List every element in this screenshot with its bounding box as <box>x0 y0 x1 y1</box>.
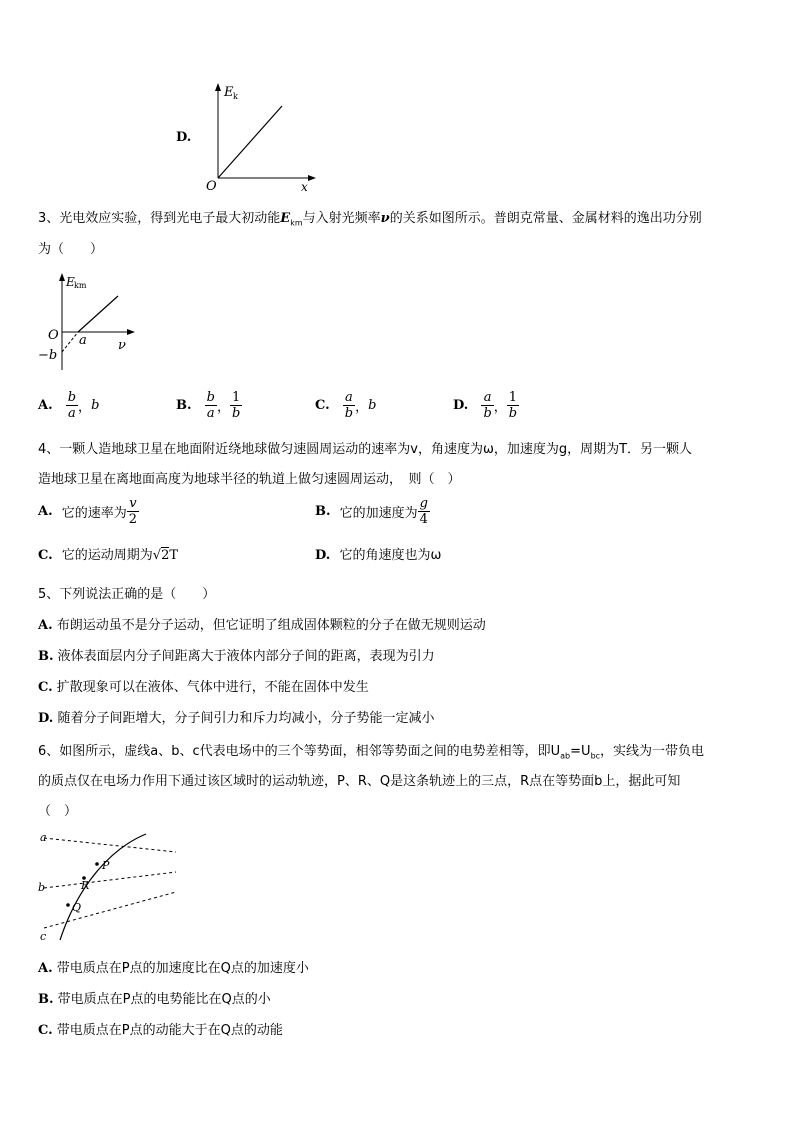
q2-graph-y-label: E <box>224 85 234 100</box>
q3-option-a[interactable]: A. $\frac{b}{a}$ ，b <box>38 390 100 421</box>
q3-option-b[interactable]: B. $\frac{b}{a}$ ， $\frac{1}{b}$ <box>176 390 241 421</box>
q5-option-c[interactable]: C. 扩散现象可以在液体、气体中进行，不能在固体中发生 <box>38 680 369 695</box>
q6-option-a[interactable]: A. 带电质点在P点的加速度比在Q点的加速度小 <box>38 961 309 976</box>
q4-stem-line2: 造地球卫星在离地面高度为地球半径的轨道上做匀速圆周运动， 则（ ） <box>38 472 461 487</box>
q3-graph-x-label: ν <box>118 338 126 353</box>
q4-option-d[interactable]: D. 它的角速度也为ω <box>315 548 442 563</box>
q3-graph-origin: O <box>48 328 59 343</box>
q3-ekm-nu-graph <box>34 270 144 378</box>
q6-stem-line3: （ ） <box>38 804 78 819</box>
q4-option-b[interactable]: B. 它的加速度为 $\frac{g}{4}$ <box>315 496 428 527</box>
q2-graph-y-sub: k <box>233 92 238 101</box>
q2-ek-x-graph <box>200 78 320 196</box>
q6-equipotential-figure <box>34 828 184 944</box>
q5-stem: 5、下列说法正确的是（ ） <box>38 587 216 602</box>
q2-graph-origin: O <box>206 179 217 194</box>
q6-figure-r: R <box>81 879 90 892</box>
q4-option-c[interactable]: C. 它的运动周期为√2T <box>38 548 179 563</box>
q3-graph-y-sub: km <box>74 281 87 290</box>
q6-option-c[interactable]: C. 带电质点在P点的动能大于在Q点的动能 <box>38 1023 283 1038</box>
q3-stem-line1: 3、光电效应实验，得到光电子最大初动能$E_{km}$与入射光频率ν的关系如图所示。普朗克常量、金属材料的逸出功分别 <box>38 211 702 228</box>
q6-figure-b: b <box>38 881 46 894</box>
q3-graph-y-label: E <box>66 275 75 289</box>
q3-stem-line2: 为（ ） <box>38 242 104 257</box>
q5-option-d[interactable]: D. 随着分子间距增大，分子间引力和斥力均减小，分子势能一定减小 <box>38 711 435 726</box>
q3-option-d[interactable]: D. $\frac{a}{b}$ ， $\frac{1}{b}$ <box>453 390 518 421</box>
q5-option-a[interactable]: A. 布朗运动虽不是分子运动，但它证明了组成固体颗粒的分子在做无规则运动 <box>38 618 486 633</box>
q6-stem-line2: 的质点仅在电场力作用下通过该区域时的运动轨迹，P、R、Q是这条轨迹上的三点，R点在等势面b上，据此可知 <box>38 774 681 789</box>
q4-option-a[interactable]: A. 它的速率为 $\frac{v}{2}$ <box>38 496 138 527</box>
q3-option-c[interactable]: C. $\frac{a}{b}$ ，b <box>315 390 377 421</box>
q5-option-b[interactable]: B. 液体表面层内分子间距离大于液体内部分子间的距离，表现为引力 <box>38 649 435 664</box>
q3-graph-neg-b: −b <box>38 348 58 363</box>
q6-stem-line1: 6、如图所示，虚线a、b、c代表电场中的三个等势面，相邻等势面之间的电势差相等，即$U_{ab}=U_{bc}$，实线为一带负电 <box>38 744 705 761</box>
q4-stem-line1: 4、一颗人造地球卫星在地面附近绕地球做匀速圆周运动的速率为v，角速度为ω，加速度为g，周期为T．另一颗人 <box>38 442 693 457</box>
q6-option-b[interactable]: B. 带电质点在P点的电势能比在Q点的小 <box>38 992 271 1007</box>
q6-figure-c: c <box>40 930 47 943</box>
q2-graph-x-label: x <box>301 180 308 194</box>
q3-graph-a-label: a <box>79 333 87 348</box>
q6-figure-a: a <box>40 831 47 844</box>
q6-figure-p: P <box>102 859 110 872</box>
q2-option-d-label: D. <box>176 130 192 145</box>
q6-figure-q: Q <box>72 901 82 914</box>
